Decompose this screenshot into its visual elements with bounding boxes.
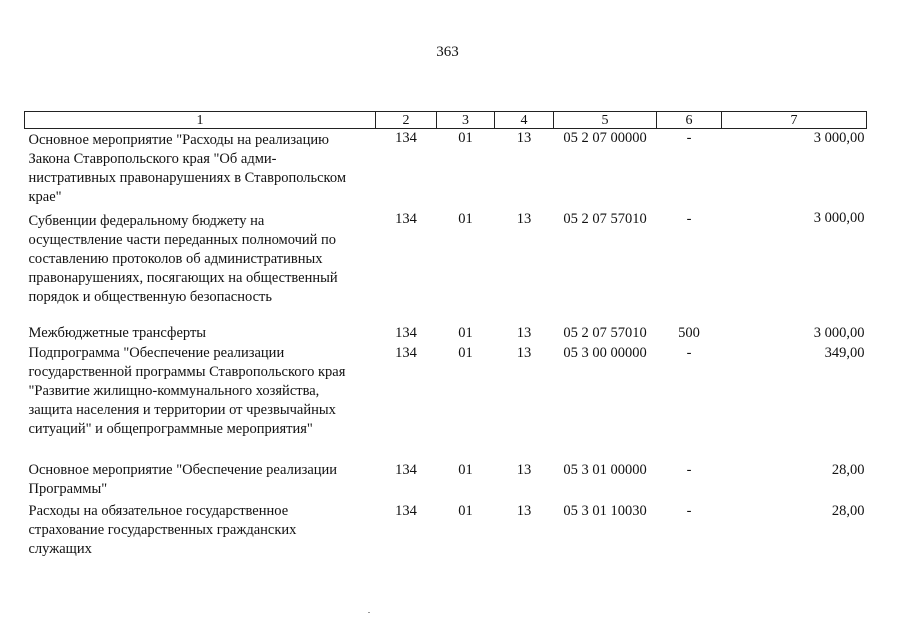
row-name-line: ситуаций" и общепрограммные мероприятия" [28,421,313,437]
row-name-line: порядок и общественную безопасность [28,289,272,305]
header-col-6: 6 [657,112,722,129]
row-name [25,344,376,461]
row-name [25,129,376,208]
row-name [25,461,376,502]
row-target-article: 05 2 07 57010 [563,325,647,341]
row-name-line: служащих [28,541,92,557]
row-target-article: 05 3 00 00000 [563,345,647,361]
row-chapter: 134 [395,503,417,519]
row-subsection: 13 [516,503,532,519]
budget-table [24,111,867,562]
table-row [25,502,867,562]
row-name-line: нистративных правонарушениях в Ставропольском [28,170,347,186]
row-name-line: Программы" [28,481,108,497]
table-row [25,129,867,208]
table-row [25,324,867,344]
row-chapter: 134 [395,345,417,361]
scan-speck [368,612,370,613]
row-amount: 3 000,00 [813,325,865,341]
header-col-4: 4 [495,112,554,129]
row-amount: 28,00 [831,462,865,478]
row-amount: 3 000,00 [813,210,865,226]
row-section: 01 [458,130,473,146]
row-subsection: 13 [516,211,532,227]
row-name [25,207,376,324]
row-name-line: государственной программы Ставропольского края [28,364,346,380]
row-section: 01 [458,503,473,519]
row-expense-type: - [686,211,692,227]
row-expense-type: - [686,130,692,146]
row-name-line: страхование государственных гражданских [28,522,297,538]
row-section: 01 [458,345,473,361]
row-name-line: Подпрограмма "Обеспечение реализации [28,345,285,361]
row-name-line: Основное мероприятие "Расходы на реализацию [28,132,329,148]
row-name-line: "Развитие жилищно-коммунального хозяйства, [28,383,320,399]
row-amount: 28,00 [831,503,865,519]
row-name-line: Основное мероприятие "Обеспечение реализации [28,462,338,478]
header-col-2: 2 [376,112,437,129]
row-name [25,502,376,562]
row-expense-type: - [686,503,692,519]
row-name-line: Субвенции федеральному бюджету на [28,213,265,229]
row-name-line: Межбюджетные трансферты [28,325,207,341]
row-name-line: Расходы на обязательное государственное [28,503,289,519]
header-col-7: 7 [722,112,867,129]
table-row [25,461,867,502]
row-chapter: 134 [395,130,417,146]
row-target-article: 05 3 01 10030 [563,503,647,519]
table-row [25,344,867,461]
row-chapter: 134 [395,211,417,227]
row-name [25,324,376,344]
row-section: 01 [458,325,473,341]
row-name-line: осуществление части переданных полномочий по [28,232,337,248]
row-target-article: 05 2 07 57010 [563,211,647,227]
row-section: 01 [458,211,473,227]
row-target-article: 05 2 07 00000 [563,130,647,146]
budget-table-container [24,111,866,562]
row-expense-type: - [686,462,692,478]
header-col-3: 3 [437,112,495,129]
row-subsection: 13 [516,462,532,478]
row-expense-type: 500 [678,325,700,341]
row-amount: 349,00 [824,345,865,361]
row-subsection: 13 [516,130,532,146]
row-expense-type: - [686,345,692,361]
row-name-line: правонарушениях, посягающих на общественный [28,270,338,286]
row-amount: 3 000,00 [813,130,865,146]
row-section: 01 [458,462,473,478]
header-row [25,112,867,129]
row-subsection: 13 [516,345,532,361]
row-target-article: 05 3 01 00000 [563,462,647,478]
table-row [25,207,867,324]
page-number: 363 [436,44,459,60]
row-name-line: защита населения и территории от чрезвычайных [28,402,336,418]
row-name-line: составлению протоколов об административных [28,251,323,267]
row-chapter: 134 [395,325,417,341]
row-name-line: крае" [28,189,62,205]
row-chapter: 134 [395,462,417,478]
row-subsection: 13 [516,325,532,341]
row-name-line: Закона Ставропольского края "Об адми- [28,151,277,167]
header-col-1: 1 [25,112,376,129]
header-col-5: 5 [554,112,657,129]
